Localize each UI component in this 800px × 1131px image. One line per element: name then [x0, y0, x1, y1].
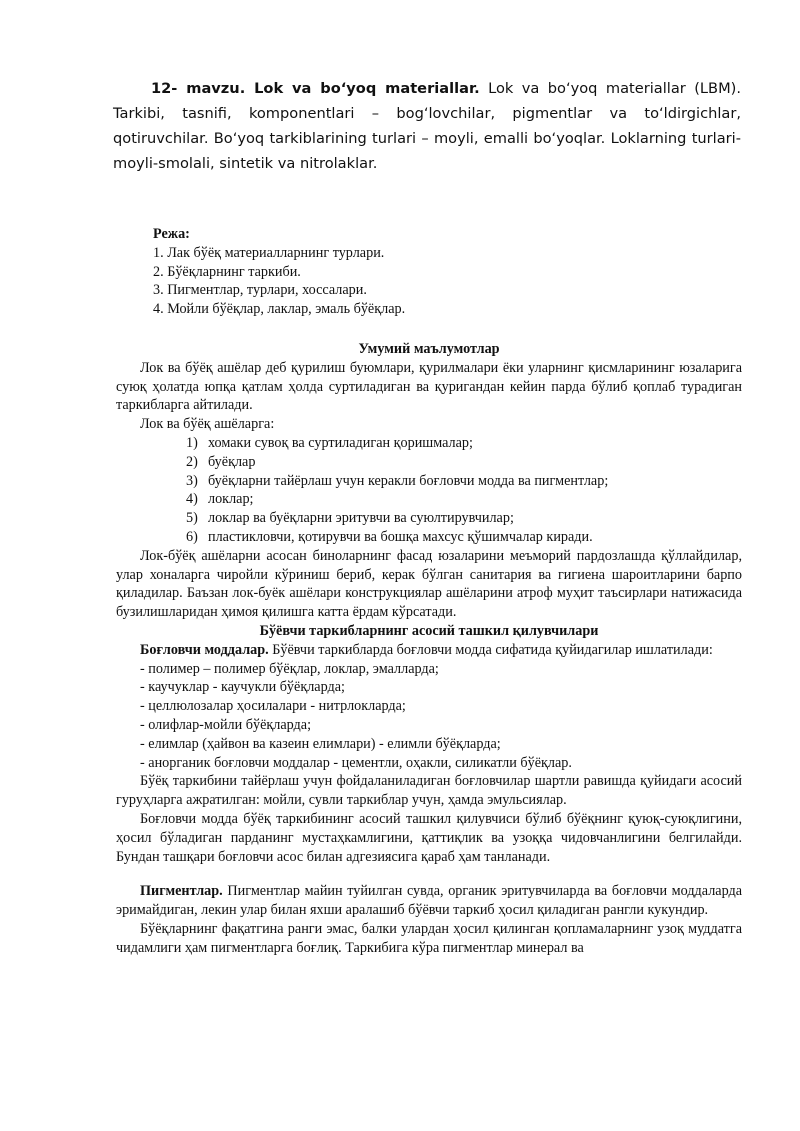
list-number: 5): [186, 510, 198, 527]
list-item: - олифлар-мойли бўёқларда;: [140, 716, 312, 733]
list-item: - анорганик боғловчи моддалар - цементли, оҳакли, силикатли бўёқлар.: [140, 754, 572, 771]
paragraph: Лок-бўёқ ашёларни асосан биноларнинг фасад юзаларини меъморий пардозлашда қўллайдилар, улар хоналарга чиройли кўриниш бериб, керак бўлган санитария ва гигиена шароитларини барпо қиладилар. Баъзан лок-буёк ашёлари конструкциялар ашёларини атроф муҳит таъсирлари натижасида бузилишларидан ҳимоя қилишга катта ёрдам кўрсатади.: [116, 547, 742, 621]
list-number: 2): [186, 453, 198, 470]
materials-list: [186, 434, 742, 547]
term-pigments: Пигментлар.: [140, 883, 223, 900]
list-text: хомаки сувоқ ва суртиладиган қоришмалар;: [208, 434, 473, 451]
paragraph: Бўёқ таркибини тайёрлаш учун фойдаланиладиган боғловчилар шартли равишда қуйидаги асосий гуруҳларга ажратилган: мойли, сувли таркиблар учун, ҳамда эмульсиялар.: [116, 773, 742, 809]
paragraph: Лок ва бўёқ ашёларга:: [140, 416, 275, 433]
paragraph-text: Бўёвчи таркибларда боғловчи модда сифатида қуйидагилар ишлатилади:: [268, 641, 713, 658]
plan-item: 1. Лак бўёқ материалларнинг турлари.: [153, 244, 385, 261]
plan-item: 4. Мойли бўёқлар, лаклар, эмаль бўёқлар.: [153, 301, 406, 318]
document-body: [116, 225, 742, 957]
topic-description: Lok va bo‘yoq materiallar (LBM). Tarkibi, tasnifi, komponentlari – bog‘lovchilar, pigmentlar va to‘ldirgichlar, qotiruvchilar. Bo‘yoq tarkiblarining turlari – moyli, emalli bo‘yoqlar. Loklarning turlari-moyli-smolali, sintetik va nitrolaklar.: [113, 80, 741, 172]
list-text: локлар;: [208, 491, 254, 508]
list-text: пластикловчи, қотирувчи ва бошқа махсус қўшимчалар киради.: [208, 528, 593, 545]
plan-block: [153, 225, 742, 319]
paragraph: [116, 641, 742, 660]
list-item: - полимер – полимер бўёқлар, локлар, эмалларда;: [140, 660, 439, 677]
list-number: 1): [186, 434, 198, 451]
list-item: [186, 509, 742, 528]
list-item: [186, 453, 742, 472]
plan-item: 3. Пигментлар, турлари, хоссалари.: [153, 282, 367, 299]
paragraph: Бўёқларнинг фақатгина ранги эмас, балки улардан ҳосил қилинган қопламаларнинг узоқ муддатга чидамлиги ҳам пигментларга боғлиқ. Таркибига кўра пигментлар минерал ва: [116, 920, 742, 956]
list-item: - елимлар (ҳайвон ва казеин елимлари) - елимли бўёқларда;: [140, 735, 501, 752]
list-number: 4): [186, 491, 198, 508]
list-item: [186, 528, 742, 547]
section-heading-general-info: Умумий маълумотлар: [358, 340, 500, 357]
list-item: - каучуклар - каучукли бўёқларда;: [140, 679, 345, 696]
list-number: 6): [186, 528, 198, 545]
list-item: - целлюлозалар ҳосилалари - нитрлокларда;: [140, 698, 406, 715]
list-item: [186, 434, 742, 453]
list-text: локлар ва буёқларни эритувчи ва суюлтирувчилар;: [208, 510, 514, 527]
paragraph-text: Пигментлар майин туйилган сувда, органик эритувчиларда ва боғловчи моддаларда эримайдиган, лекин улар билан яхши аралашиб бўёвчи таркиб ҳосил қиладиган рангли кукундир.: [116, 883, 742, 919]
list-item: [186, 472, 742, 491]
plan-title: Режа:: [153, 226, 190, 242]
list-text: буёқларни тайёрлаш учун керакли боғловчи модда ва пигментлар;: [208, 472, 609, 489]
paragraph: [116, 882, 742, 920]
list-number: 3): [186, 472, 198, 489]
topic-title: 12- mavzu. Lok va bo‘yoq materiallar.: [151, 80, 480, 97]
term-binders: Боғловчи моддалар.: [140, 641, 269, 658]
plan-item: 2. Бўёқларнинг таркиби.: [153, 263, 301, 280]
section-heading-components: Бўёвчи таркибларнинг асосий ташкил қилувчилари: [259, 622, 599, 639]
list-item: [186, 490, 742, 509]
list-text: буёқлар: [208, 453, 256, 470]
binders-list: [116, 660, 742, 773]
paragraph: Боғловчи модда бўёқ таркибининг асосий ташкил қилувчиси бўлиб бўёқнинг қуюқ-суюқлигини, ҳосил бўладиган парданинг мустаҳкамлигини, қаттиқлик ва узоққа чидовчанлигини белгилайди. Бундан ташқари боғловчи асос билан адгезиясига қараб ҳам танланади.: [116, 810, 742, 865]
topic-intro-paragraph: [113, 76, 741, 176]
paragraph: Лок ва бўёқ ашёлар деб қурилиш буюмлари, қурилмалари ёки уларнинг қисмларининг юзаларига суюқ ҳолатда юпқа қатлам ҳолда суртиладиган ва қуригандан кейин парда бўлиб қоплаб турадиган таркибларга айтилади.: [116, 359, 742, 414]
